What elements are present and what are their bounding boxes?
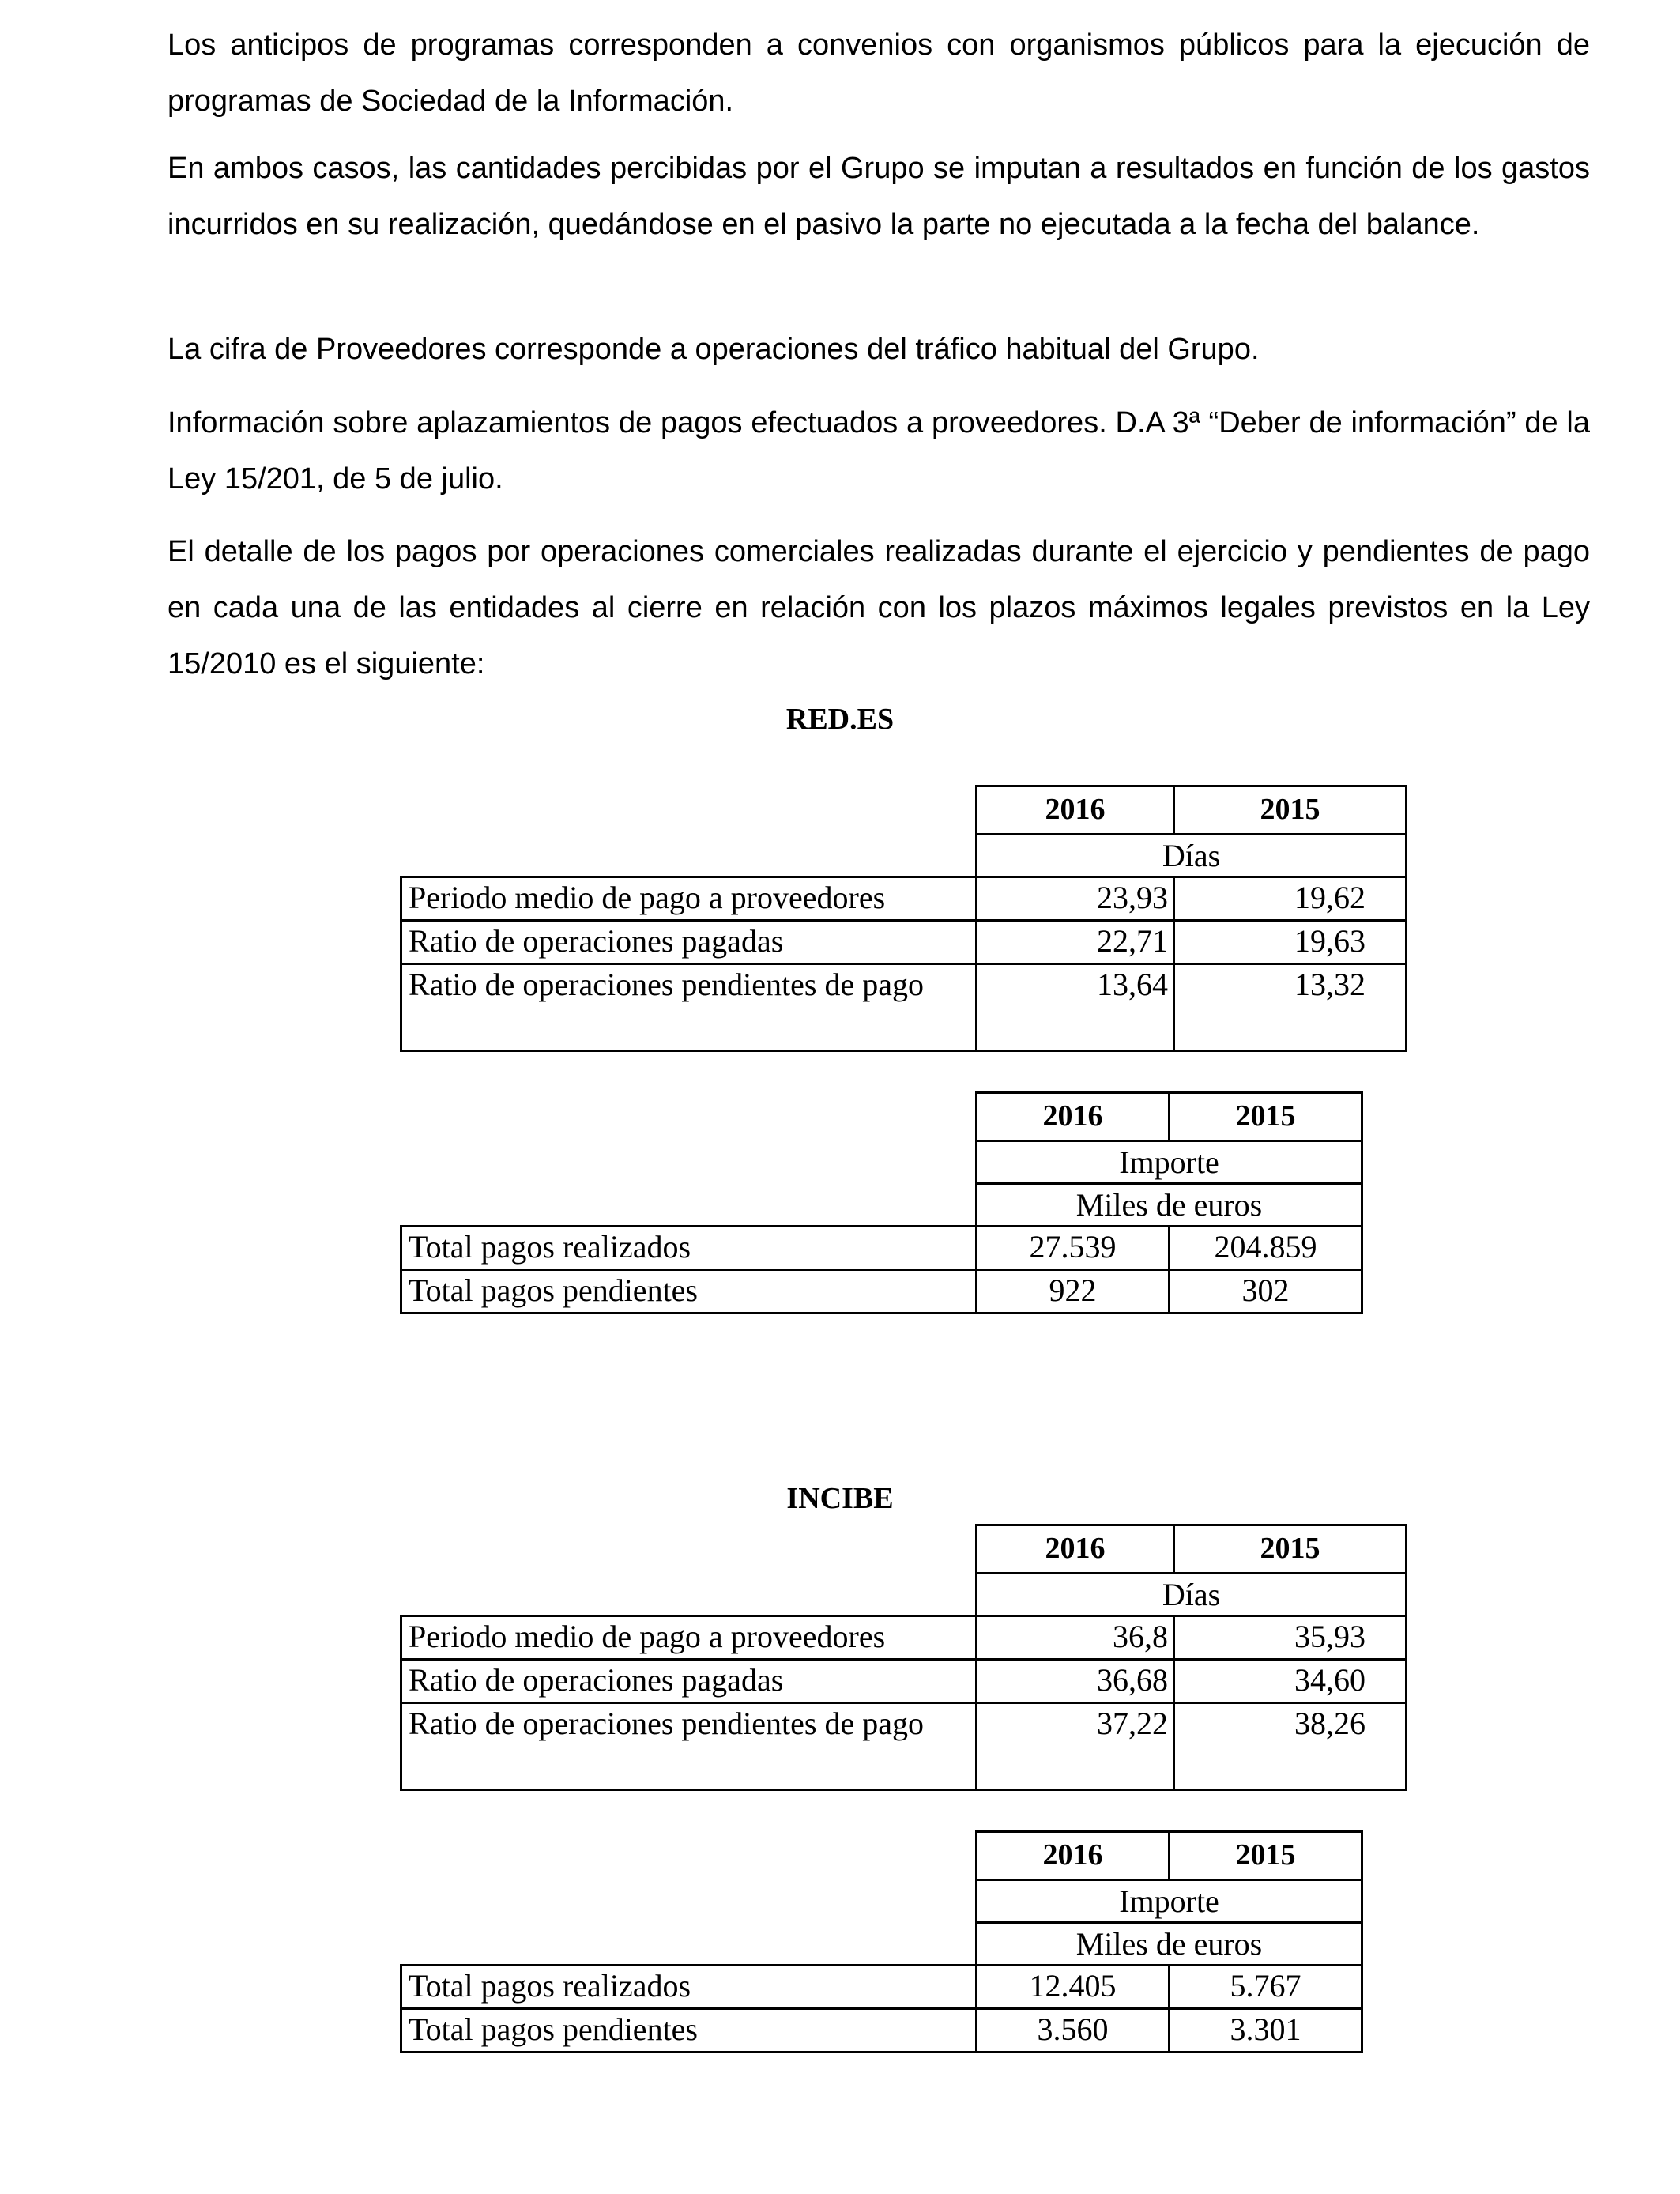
table-row [401, 1227, 1362, 1270]
value-2015: 302 [1170, 1270, 1362, 1314]
paragraph-anticipos: Los anticipos de programas corresponden a convenios con organismos públicos para la ejecución de programas de Sociedad de la Información. [168, 28, 1590, 118]
year-header: 2016 [977, 1525, 1174, 1574]
value-2015: 13,32 [1174, 964, 1407, 1051]
table-row [401, 964, 1407, 1051]
paragraph-proveedores: La cifra de Proveedores corresponde a operaciones del tráfico habitual del Grupo. [168, 333, 1260, 366]
value-2015: 204.859 [1170, 1227, 1362, 1270]
year-header: 2015 [1170, 1832, 1362, 1880]
table-row [401, 1616, 1407, 1660]
value-2016: 13,64 [977, 964, 1174, 1051]
unit-header: Importe [977, 1880, 1362, 1923]
year-header: 2015 [1170, 1093, 1362, 1141]
table-row [401, 1660, 1407, 1703]
value-2015: 19,63 [1174, 921, 1407, 964]
table-row [401, 921, 1407, 964]
table-row [401, 1966, 1362, 2009]
value-2015: 5.767 [1170, 1966, 1362, 2009]
table-row [401, 877, 1407, 921]
unit-header: Importe [977, 1141, 1362, 1184]
row-label: Ratio de operaciones pendientes de pago [401, 964, 977, 1051]
row-label: Total pagos realizados [401, 1227, 977, 1270]
blank-cell [401, 1093, 977, 1141]
value-2016: 12.405 [977, 1966, 1170, 2009]
paragraph-detalle: El detalle de los pagos por operaciones comerciales realizadas durante el ejercicio y pendientes de pago en cada una de las entidades al cierre en relación con los plazos máximos legales previstos en la Ley 15/2010 es el siguiente: [168, 535, 1590, 680]
blank-cell [401, 1141, 977, 1184]
value-2016: 3.560 [977, 2009, 1170, 2053]
value-2016: 37,22 [977, 1703, 1174, 1790]
subunit-header: Miles de euros [977, 1923, 1362, 1966]
subunit-header: Miles de euros [977, 1184, 1362, 1227]
blank-cell [401, 1525, 977, 1574]
section-heading-red-es: RED.ES [785, 703, 895, 736]
red-es-amount-table [400, 1091, 1363, 1314]
row-label: Total pagos pendientes [401, 2009, 977, 2053]
year-header: 2016 [977, 1832, 1170, 1880]
year-header: 2015 [1174, 1525, 1407, 1574]
table-row [401, 2009, 1362, 2053]
value-2016: 27.539 [977, 1227, 1170, 1270]
value-2015: 3.301 [1170, 2009, 1362, 2053]
year-header: 2015 [1174, 786, 1407, 835]
row-label: Periodo medio de pago a proveedores [401, 1616, 977, 1660]
value-2016: 22,71 [977, 921, 1174, 964]
blank-cell [401, 1880, 977, 1923]
row-label: Total pagos realizados [401, 1966, 977, 2009]
paragraph-aplazamientos: Información sobre aplazamientos de pagos efectuados a proveedores. D.A 3ª “Deber de información” de la Ley 15/201, de 5 de julio. [168, 406, 1590, 496]
incibe-days-table [400, 1524, 1407, 1791]
paragraph-cantidades: En ambos casos, las cantidades percibidas por el Grupo se imputan a resultados en función de los gastos incurridos en su realización, quedándose en el pasivo la parte no ejecutada a la fecha del balance. [168, 152, 1590, 241]
section-heading-incibe: INCIBE [786, 1482, 894, 1515]
value-2015: 19,62 [1174, 877, 1407, 921]
table-row [401, 1270, 1362, 1314]
value-2016: 36,8 [977, 1616, 1174, 1660]
unit-header: Días [977, 835, 1407, 877]
year-header: 2016 [977, 1093, 1170, 1141]
year-header: 2016 [977, 786, 1174, 835]
blank-cell [401, 1923, 977, 1966]
row-label: Ratio de operaciones pendientes de pago [401, 1703, 977, 1790]
row-label: Ratio de operaciones pagadas [401, 1660, 977, 1703]
value-2016: 36,68 [977, 1660, 1174, 1703]
incibe-amount-table [400, 1830, 1363, 2053]
value-2016: 23,93 [977, 877, 1174, 921]
blank-cell [401, 835, 977, 877]
unit-header: Días [977, 1574, 1407, 1616]
blank-cell [401, 786, 977, 835]
row-label: Ratio de operaciones pagadas [401, 921, 977, 964]
value-2015: 35,93 [1174, 1616, 1407, 1660]
value-2016: 922 [977, 1270, 1170, 1314]
table-row [401, 1703, 1407, 1790]
blank-cell [401, 1574, 977, 1616]
value-2015: 34,60 [1174, 1660, 1407, 1703]
blank-cell [401, 1184, 977, 1227]
red-es-days-table [400, 785, 1407, 1052]
value-2015: 38,26 [1174, 1703, 1407, 1790]
row-label: Periodo medio de pago a proveedores [401, 877, 977, 921]
row-label: Total pagos pendientes [401, 1270, 977, 1314]
blank-cell [401, 1832, 977, 1880]
